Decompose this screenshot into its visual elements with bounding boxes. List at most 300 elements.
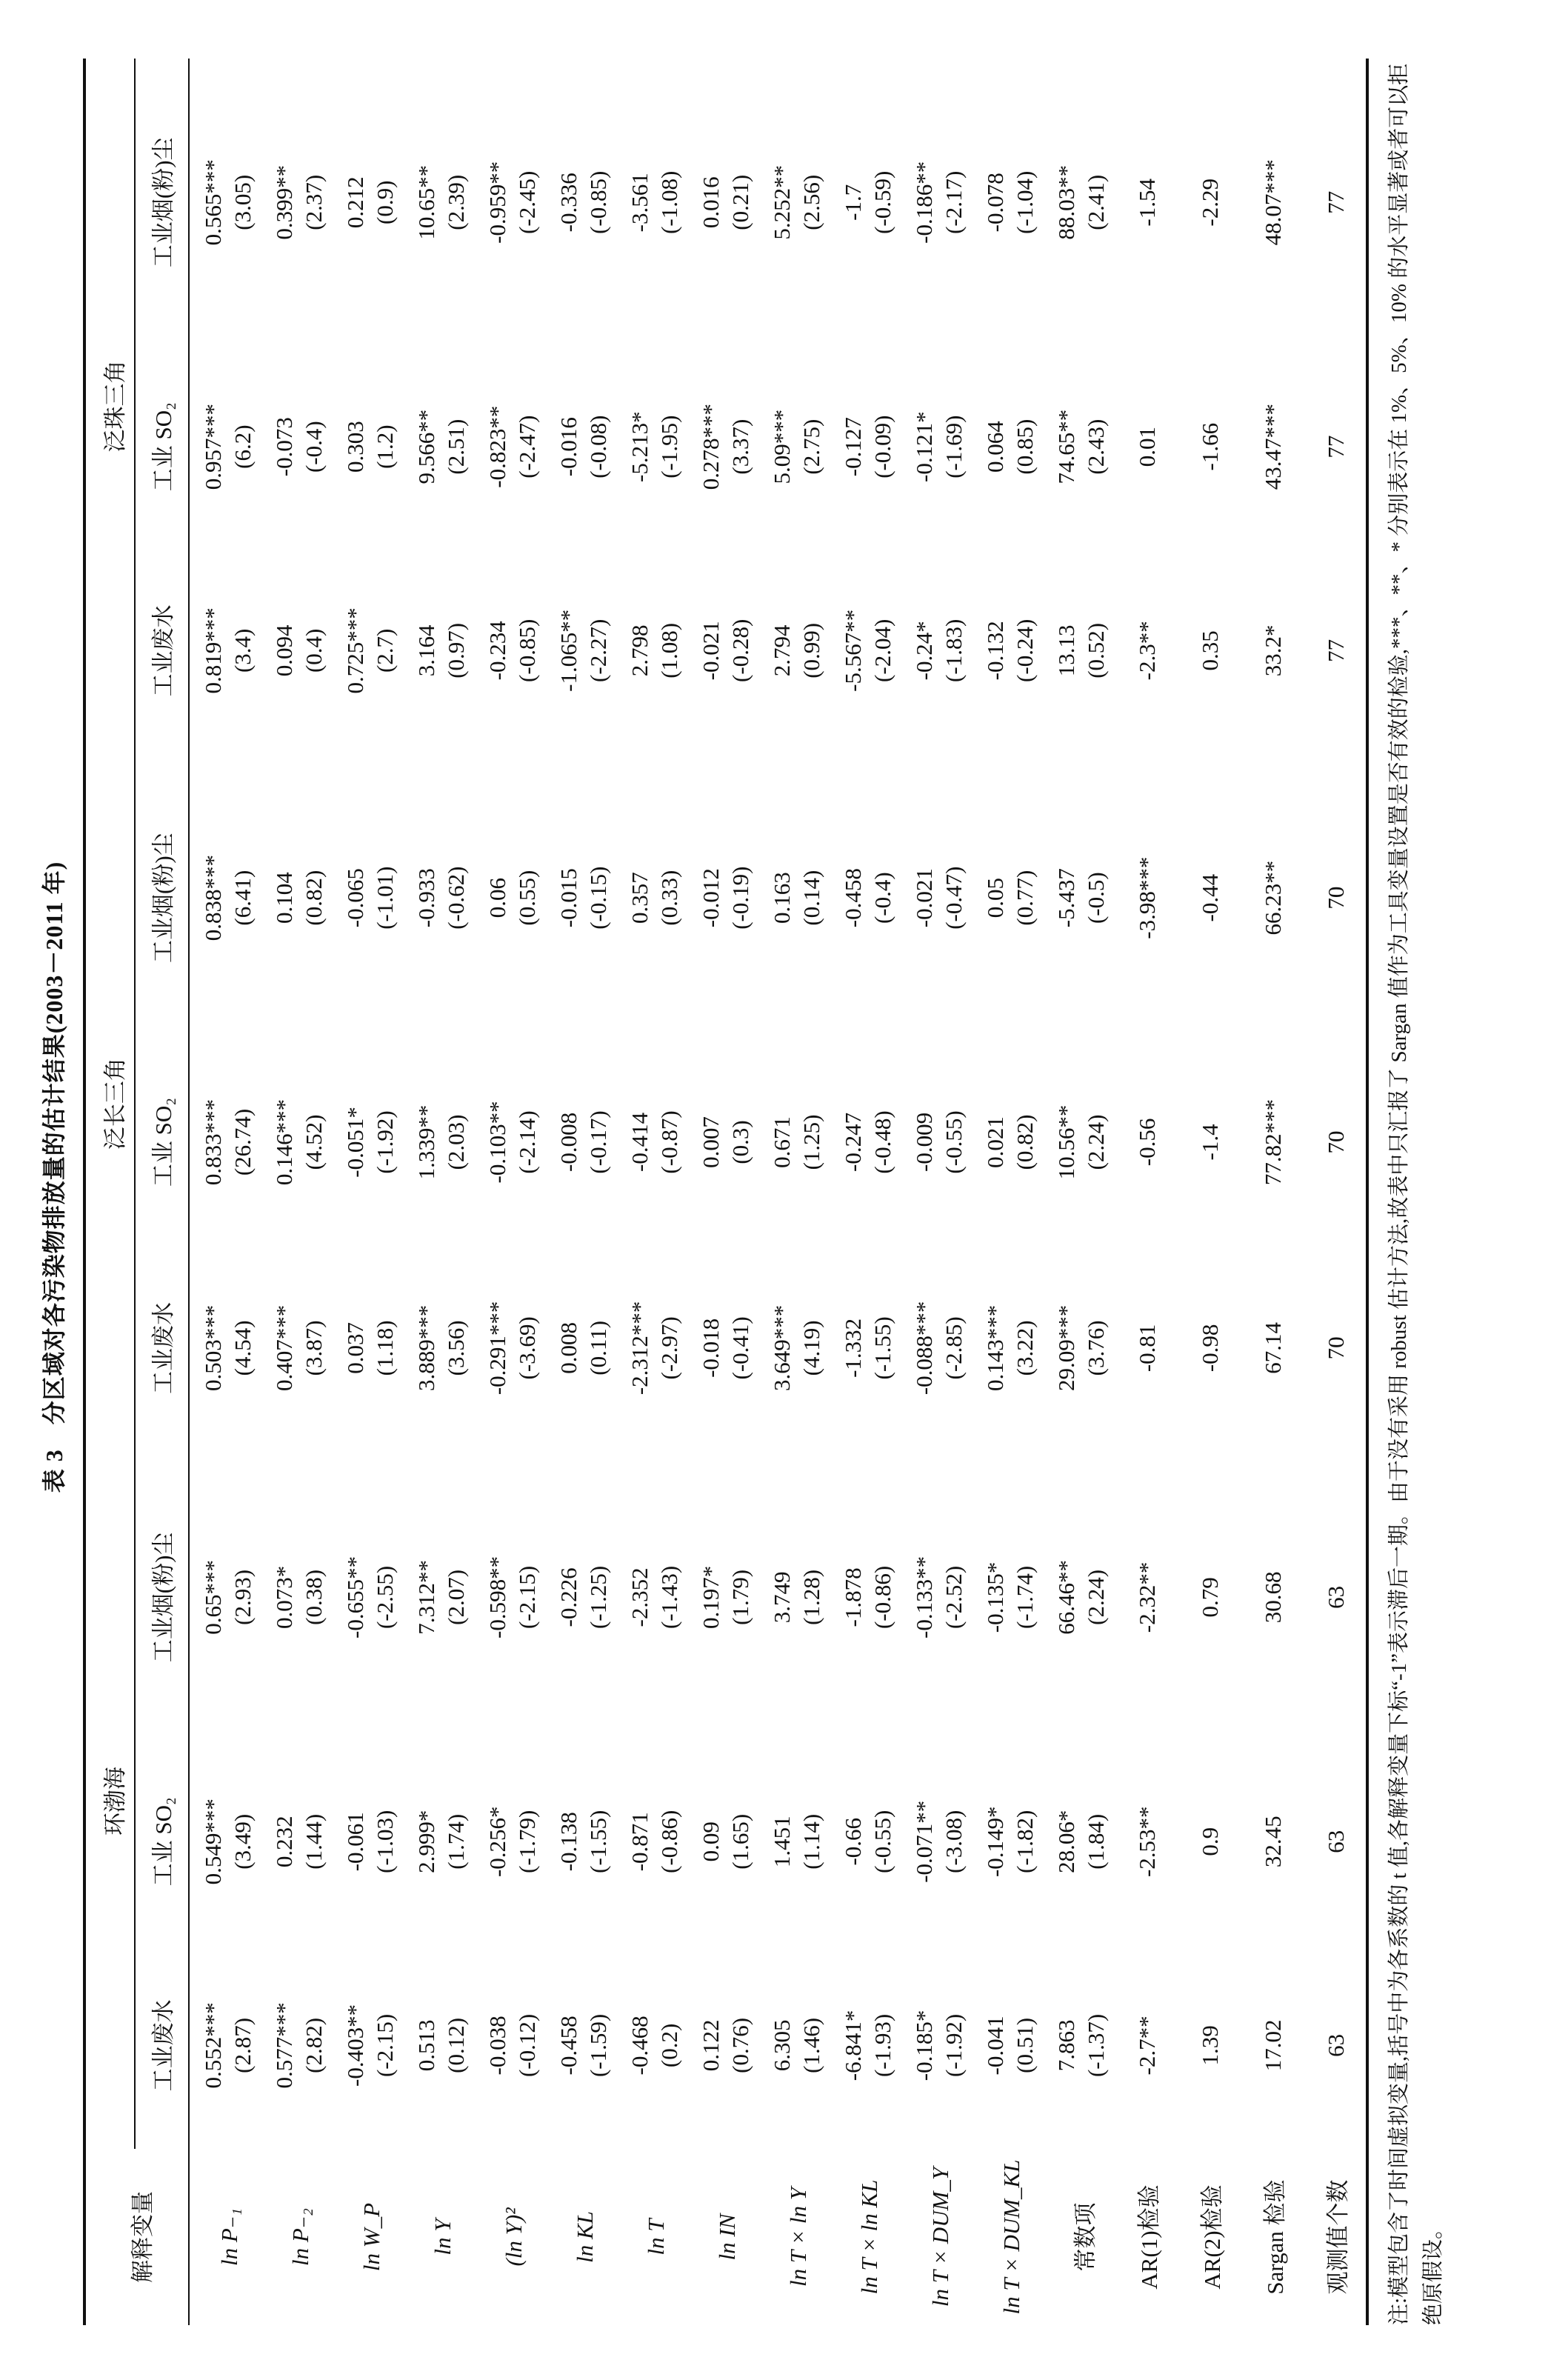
coefficient-cell: -0.071**: [911, 1800, 937, 1883]
t-value-cell: (2.75): [798, 419, 824, 475]
pollutant-header: 工业 SO₂: [135, 1741, 189, 1942]
table-row: [1114, 59, 1177, 2325]
statistic-cell: -0.98: [1196, 1324, 1223, 1373]
t-value-cell: (2.56): [798, 174, 824, 230]
coefficient-cell: 0.671: [769, 1116, 795, 1168]
coefficient-cell: -0.655**: [342, 1556, 368, 1638]
t-value-cell: (-2.15): [372, 2013, 398, 2078]
region-header-yangtze: 泛长三角: [84, 754, 135, 1453]
statistic-cell: 70: [1303, 754, 1367, 1041]
statistic-cell: 48.07***: [1259, 159, 1286, 246]
coefficient-cell: -0.24*: [911, 621, 937, 681]
coefficient-cell: 0.007: [698, 1116, 724, 1168]
coefficient-cell: 2.798: [627, 624, 653, 677]
coefficient-cell: 0.833***: [200, 1099, 226, 1186]
t-value-cell: (4.54): [230, 1320, 256, 1376]
coefficient-cell: -0.226: [556, 1567, 581, 1627]
statistic-cell: 32.45: [1259, 1816, 1286, 1868]
coefficient-cell: 0.06: [484, 878, 510, 919]
variable-label: ln P₋₂: [287, 2208, 313, 2266]
coefficient-cell: 0.407***: [271, 1304, 297, 1391]
coefficient-cell: 0.819***: [200, 607, 226, 694]
t-value-cell: (0.38): [301, 1569, 327, 1625]
coefficient-cell: -0.458: [840, 868, 866, 928]
t-value-cell: (-2.85): [941, 1316, 967, 1380]
statistic-cell: 70: [1303, 1041, 1367, 1242]
t-value-cell: (-2.15): [514, 1565, 540, 1630]
coefficient-cell: 29.09***: [1053, 1304, 1079, 1391]
table-row: [1010, 59, 1043, 2325]
statistic-cell: -0.81: [1133, 1324, 1160, 1373]
coefficient-cell: -2.352: [627, 1567, 653, 1627]
t-value-cell: (-1.93): [870, 2013, 895, 2078]
coefficient-cell: -0.185*: [911, 2010, 937, 2081]
statistic-cell: -1.54: [1133, 179, 1160, 227]
coefficient-cell: 0.122: [698, 2019, 724, 2072]
coefficient-cell: -5.567**: [840, 609, 866, 692]
statistic-label: AR(2)检验: [1199, 2184, 1225, 2290]
coefficient-cell: 0.163: [769, 872, 795, 924]
t-value-cell: (1.28): [798, 1569, 824, 1625]
t-value-cell: (-0.4): [870, 872, 895, 924]
statistic-cell: 0.01: [1133, 427, 1160, 467]
t-value-cell: (-1.69): [941, 415, 967, 479]
coefficient-cell: -0.66: [840, 1817, 866, 1866]
statistic-cell: -3.98***: [1133, 856, 1160, 939]
coefficient-cell: 88.03**: [1053, 164, 1079, 240]
coefficient-cell: -0.959**: [484, 161, 510, 244]
t-value-cell: (0.52): [1083, 622, 1109, 679]
t-value-cell: (-3.08): [941, 1810, 967, 1873]
table-page: [30, 29, 1451, 2325]
coefficient-cell: -0.336: [556, 173, 581, 233]
variable-label: ln W_P: [358, 2202, 384, 2272]
coefficient-cell: -0.135*: [982, 1561, 1008, 1633]
region-header-pearl: 泛珠三角: [84, 59, 135, 754]
estimation-table: [83, 59, 1369, 2325]
t-value-cell: (-1.01): [372, 866, 398, 930]
coefficient-cell: -0.127: [840, 417, 866, 477]
table-row: [441, 59, 474, 2325]
statistic-cell: 0.9: [1196, 1827, 1223, 1856]
coefficient-cell: -1.878: [840, 1567, 866, 1627]
coefficient-cell: -0.138: [556, 1812, 581, 1872]
coefficient-cell: 0.064: [982, 421, 1008, 473]
t-value-cell: (-0.86): [656, 1810, 682, 1873]
table-row: [616, 59, 655, 2325]
pollutant-header-row: [135, 59, 189, 2325]
coefficient-cell: 1.339**: [413, 1104, 439, 1180]
t-value-cell: (-2.14): [514, 1110, 540, 1174]
coefficient-cell: 0.549***: [200, 1798, 226, 1885]
variable-label: ln T × DUM_KL: [998, 2159, 1024, 2315]
variable-label: ln T × DUM_Y: [927, 2167, 953, 2307]
coefficient-cell: 0.104: [271, 872, 297, 924]
variable-label: (ln Y)²: [501, 2207, 527, 2267]
coefficient-cell: 0.008: [556, 1321, 581, 1374]
pollutant-header: 工业烟(粉)尘: [135, 1453, 189, 1741]
statistic-cell: 77: [1303, 59, 1367, 347]
variable-label: ln T × ln KL: [856, 2179, 882, 2295]
statistic-cell: 63: [1303, 1453, 1367, 1741]
coefficient-cell: 28.06*: [1053, 1810, 1079, 1873]
coefficient-cell: 0.65***: [200, 1560, 226, 1635]
coefficient-cell: -0.021: [698, 621, 724, 681]
t-value-cell: (-0.59): [870, 170, 895, 234]
t-value-cell: (-1.55): [870, 1316, 895, 1380]
table-row: [1303, 59, 1367, 2325]
t-value-cell: (3.4): [230, 628, 256, 673]
coefficient-cell: 0.143***: [982, 1304, 1008, 1391]
t-value-cell: (-2.47): [514, 415, 540, 479]
t-value-cell: (-0.55): [870, 1810, 895, 1873]
statistic-cell: 66.23**: [1259, 860, 1286, 936]
t-value-cell: (-0.87): [656, 1110, 682, 1174]
coefficient-cell: -0.256*: [484, 1806, 510, 1878]
statistic-cell: 0.79: [1196, 1577, 1223, 1618]
coefficient-cell: 0.725***: [342, 607, 368, 694]
coefficient-cell: 6.305: [769, 2019, 795, 2072]
t-value-cell: (-0.47): [941, 866, 967, 930]
coefficient-cell: 5.09***: [769, 409, 795, 484]
t-value-cell: (1.18): [372, 1320, 398, 1376]
t-value-cell: (3.37): [727, 419, 753, 475]
table-row: [299, 59, 332, 2325]
variable-label: ln KL: [572, 2211, 598, 2263]
coefficient-cell: 13.13: [1053, 624, 1079, 677]
t-value-cell: (-1.08): [656, 170, 682, 234]
coefficient-cell: -0.009: [911, 1112, 937, 1172]
table-row: [901, 59, 939, 2325]
coefficient-cell: 0.09: [698, 1821, 724, 1862]
coefficient-cell: 0.565***: [200, 159, 226, 246]
coefficient-cell: 0.016: [698, 176, 724, 229]
t-value-cell: (1.08): [656, 622, 682, 679]
coefficient-cell: -0.468: [627, 2016, 653, 2076]
table-row: [189, 59, 228, 2325]
coefficient-cell: 0.957***: [200, 404, 226, 490]
coefficient-cell: 0.073*: [271, 1565, 297, 1630]
t-value-cell: (-0.62): [443, 866, 469, 930]
t-value-cell: (0.4): [301, 628, 327, 673]
t-value-cell: (-1.59): [585, 2013, 611, 2078]
t-value-cell: (2.87): [230, 2017, 256, 2073]
t-value-cell: (-0.55): [941, 1110, 967, 1174]
variable-label: ln T × ln Y: [785, 2187, 811, 2287]
coefficient-cell: -1.065**: [556, 609, 581, 692]
t-value-cell: (4.52): [301, 1114, 327, 1170]
coefficient-cell: -0.073: [271, 417, 297, 477]
t-value-cell: (1.46): [798, 2017, 824, 2073]
coefficient-cell: -0.598**: [484, 1556, 510, 1638]
table-title: 表 3 分区域对各污染物排放量的估计结果(2003－2011 年): [41, 861, 67, 1493]
region-header-row: [84, 59, 135, 2325]
coefficient-cell: -1.7: [840, 184, 866, 221]
coefficient-cell: 0.357: [627, 872, 653, 924]
coefficient-cell: 0.232: [271, 1816, 297, 1868]
table-row: [545, 59, 584, 2325]
t-value-cell: (-2.45): [514, 170, 540, 234]
t-value-cell: (2.37): [301, 174, 327, 230]
coefficient-cell: 74.65**: [1053, 409, 1079, 484]
t-value-cell: (-2.55): [372, 1565, 398, 1630]
coefficient-cell: -0.065: [342, 868, 368, 928]
coefficient-cell: 0.513: [413, 2019, 439, 2072]
statistic-cell: 30.68: [1259, 1571, 1286, 1624]
variable-label: ln IN: [714, 2213, 740, 2261]
t-value-cell: (1.44): [301, 1813, 327, 1870]
t-value-cell: (3.76): [1083, 1320, 1109, 1376]
coefficient-cell: -0.041: [982, 2016, 1008, 2076]
table-row: [797, 59, 830, 2325]
t-value-cell: (-1.03): [372, 1810, 398, 1873]
t-value-cell: (3.56): [443, 1320, 469, 1376]
statistic-cell: 63: [1303, 1741, 1367, 1942]
coefficient-cell: 0.503***: [200, 1304, 226, 1391]
coefficient-cell: -0.133**: [911, 1556, 937, 1638]
coefficient-cell: 0.838***: [200, 855, 226, 941]
pollutant-header: 工业 SO₂: [135, 1041, 189, 1242]
t-value-cell: (0.3): [727, 1120, 753, 1164]
t-value-cell: (4.19): [798, 1320, 824, 1376]
coefficient-cell: -0.403**: [342, 2004, 368, 2087]
t-value-cell: (-1.04): [1012, 170, 1038, 234]
table-row: [726, 59, 758, 2325]
t-value-cell: (-0.5): [1083, 872, 1109, 924]
statistic-cell: -2.32**: [1133, 1561, 1160, 1633]
t-value-cell: (3.87): [301, 1320, 327, 1376]
t-value-cell: (0.99): [798, 622, 824, 679]
t-value-cell: (1.65): [727, 1813, 753, 1870]
statistic-cell: 70: [1303, 1243, 1367, 1454]
t-value-cell: (2.7): [372, 628, 398, 673]
t-value-cell: (0.51): [1012, 2017, 1038, 2073]
t-value-cell: (-0.86): [870, 1565, 895, 1630]
t-value-cell: (2.82): [301, 2017, 327, 2073]
variable-column-header: 解释变量: [84, 2149, 189, 2325]
t-value-cell: (1.2): [372, 424, 398, 469]
coefficient-cell: 10.56**: [1053, 1104, 1079, 1180]
statistic-cell: 77: [1303, 347, 1367, 547]
coefficient-cell: -0.078: [982, 173, 1008, 233]
statistic-cell: -1.4: [1196, 1124, 1223, 1161]
t-value-cell: (-2.04): [870, 619, 895, 682]
coefficient-cell: -0.291***: [484, 1301, 510, 1396]
coefficient-cell: 0.577***: [271, 2002, 297, 2089]
t-value-cell: (-1.92): [372, 1110, 398, 1174]
t-value-cell: (0.82): [1012, 1114, 1038, 1170]
t-value-cell: (2.07): [443, 1569, 469, 1625]
coefficient-cell: -0.823**: [484, 405, 510, 488]
t-value-cell: (0.14): [798, 870, 824, 926]
pollutant-header: 工业 SO₂: [135, 347, 189, 547]
t-value-cell: (0.12): [443, 2017, 469, 2073]
t-value-cell: (-1.74): [1012, 1565, 1038, 1630]
t-value-cell: (-0.19): [727, 866, 753, 930]
t-value-cell: (2.41): [1083, 174, 1109, 230]
coefficient-cell: -0.015: [556, 868, 581, 928]
t-value-cell: (-1.92): [941, 2013, 967, 2078]
coefficient-cell: 0.399**: [271, 164, 297, 240]
table-row: [1081, 59, 1114, 2325]
statistic-cell: -2.29: [1196, 179, 1223, 227]
pollutant-header: 工业烟(粉)尘: [135, 754, 189, 1041]
t-value-cell: (-1.43): [656, 1565, 682, 1630]
t-value-cell: (0.55): [514, 870, 540, 926]
t-value-cell: (-0.17): [585, 1110, 611, 1174]
coefficient-cell: -0.018: [698, 1318, 724, 1378]
statistic-cell: -2.3**: [1133, 621, 1160, 681]
statistic-cell: 77.82***: [1259, 1099, 1286, 1186]
coefficient-cell: -0.021: [911, 868, 937, 928]
t-value-cell: (-3.69): [514, 1316, 540, 1380]
t-value-cell: (2.24): [1083, 1569, 1109, 1625]
coefficient-cell: -0.038: [484, 2016, 510, 2076]
t-value-cell: (1.14): [798, 1813, 824, 1870]
t-value-cell: (0.76): [727, 2017, 753, 2073]
t-value-cell: (-1.25): [585, 1565, 611, 1630]
t-value-cell: (-0.85): [514, 619, 540, 682]
coefficient-cell: 0.037: [342, 1321, 368, 1374]
statistic-cell: -2.53**: [1133, 1806, 1160, 1878]
coefficient-cell: -0.186**: [911, 161, 937, 244]
coefficient-cell: 0.05: [982, 878, 1008, 919]
t-value-cell: (6.2): [230, 424, 256, 469]
statistic-cell: -2.7**: [1133, 2016, 1160, 2076]
t-value-cell: (0.11): [585, 1320, 611, 1376]
coefficient-cell: -0.234: [484, 621, 510, 681]
statistic-label: 观测值个数: [1303, 2149, 1367, 2325]
t-value-cell: (-0.08): [585, 415, 611, 479]
coefficient-cell: -6.841*: [840, 2010, 866, 2081]
t-value-cell: (1.79): [727, 1569, 753, 1625]
t-value-cell: (-1.37): [1083, 2013, 1109, 2078]
variable-label: 常数项: [1072, 2202, 1098, 2272]
coefficient-cell: -0.008: [556, 1112, 581, 1172]
coefficient-cell: 0.197*: [698, 1565, 724, 1630]
statistic-cell: 77: [1303, 547, 1367, 754]
t-value-cell: (1.25): [798, 1114, 824, 1170]
t-value-cell: (0.85): [1012, 419, 1038, 475]
t-value-cell: (-1.79): [514, 1810, 540, 1873]
coefficient-cell: 9.566**: [413, 409, 439, 484]
coefficient-cell: -0.121*: [911, 411, 937, 482]
table-body: [189, 59, 1367, 2325]
table-row: [403, 59, 441, 2325]
t-value-cell: (-1.95): [656, 415, 682, 479]
statistic-label: AR(1)检验: [1136, 2184, 1162, 2290]
t-value-cell: (-0.12): [514, 2013, 540, 2078]
statistic-cell: 17.02: [1259, 2019, 1286, 2072]
t-value-cell: (-0.41): [727, 1316, 753, 1380]
coefficient-cell: -0.414: [627, 1112, 653, 1172]
t-value-cell: (-0.48): [870, 1110, 895, 1174]
table-row: [687, 59, 726, 2325]
t-value-cell: (-2.52): [941, 1565, 967, 1630]
coefficient-cell: -1.332: [840, 1318, 866, 1378]
variable-label: ln T: [643, 2218, 669, 2256]
statistic-cell: 43.47***: [1259, 404, 1286, 490]
coefficient-cell: 0.303: [342, 421, 368, 473]
table-row: [1043, 59, 1081, 2325]
statistic-cell: 33.2*: [1259, 624, 1286, 677]
t-value-cell: (0.97): [443, 622, 469, 679]
coefficient-cell: 3.164: [413, 624, 439, 677]
table-row: [972, 59, 1010, 2325]
coefficient-cell: 0.146***: [271, 1099, 297, 1186]
t-value-cell: (-2.17): [941, 170, 967, 234]
t-value-cell: (-0.85): [585, 170, 611, 234]
t-value-cell: (26.74): [230, 1108, 256, 1176]
coefficient-cell: 0.552***: [200, 2002, 226, 2089]
statistic-cell: -0.56: [1133, 1118, 1160, 1167]
t-value-cell: (3.22): [1012, 1320, 1038, 1376]
statistic-cell: 63: [1303, 1942, 1367, 2149]
t-value-cell: (0.82): [301, 870, 327, 926]
t-value-cell: (-0.09): [870, 415, 895, 479]
table-row: [584, 59, 616, 2325]
region-header-bohai: 环渤海: [84, 1453, 135, 2149]
table-row: [939, 59, 972, 2325]
table-row: [1240, 59, 1303, 2325]
pollutant-header: 工业废水: [135, 1243, 189, 1454]
t-value-cell: (1.84): [1083, 1813, 1109, 1870]
pollutant-header: 工业废水: [135, 547, 189, 754]
table-row: [261, 59, 299, 2325]
t-value-cell: (-0.15): [585, 866, 611, 930]
table-row: [758, 59, 797, 2325]
t-value-cell: (2.93): [230, 1569, 256, 1625]
coefficient-cell: 7.863: [1053, 2019, 1079, 2072]
coefficient-cell: -0.933: [413, 868, 439, 928]
t-value-cell: (0.9): [372, 180, 398, 224]
coefficient-cell: 1.451: [769, 1816, 795, 1868]
t-value-cell: (-1.83): [941, 619, 967, 682]
coefficient-cell: -0.458: [556, 2016, 581, 2076]
t-value-cell: (-1.82): [1012, 1810, 1038, 1873]
coefficient-cell: -5.213*: [627, 411, 653, 482]
coefficient-cell: -0.016: [556, 417, 581, 477]
pollutant-header: 工业废水: [135, 1942, 189, 2149]
coefficient-cell: 0.212: [342, 176, 368, 229]
coefficient-cell: 3.749: [769, 1571, 795, 1624]
coefficient-cell: -0.871: [627, 1812, 653, 1872]
t-value-cell: (-2.27): [585, 619, 611, 682]
t-value-cell: (2.43): [1083, 419, 1109, 475]
t-value-cell: (0.21): [727, 174, 753, 230]
table-row: [228, 59, 261, 2325]
coefficient-cell: 2.794: [769, 624, 795, 677]
coefficient-cell: -0.132: [982, 621, 1008, 681]
variable-label: ln P₋₁: [216, 2208, 242, 2266]
coefficient-cell: 0.278***: [698, 404, 724, 490]
statistic-cell: 67.14: [1259, 1321, 1286, 1374]
t-value-cell: (2.03): [443, 1114, 469, 1170]
coefficient-cell: 10.65**: [413, 164, 439, 240]
coefficient-cell: -0.012: [698, 868, 724, 928]
t-value-cell: (-0.4): [301, 421, 327, 473]
coefficient-cell: 5.252**: [769, 164, 795, 240]
table-row: [332, 59, 370, 2325]
pollutant-header: 工业烟(粉)尘: [135, 59, 189, 347]
t-value-cell: (1.74): [443, 1813, 469, 1870]
table-row: [474, 59, 513, 2325]
coefficient-cell: 66.46**: [1053, 1560, 1079, 1635]
coefficient-cell: 3.889***: [413, 1304, 439, 1391]
t-value-cell: (-0.28): [727, 619, 753, 682]
coefficient-cell: 7.312**: [413, 1560, 439, 1635]
t-value-cell: (0.77): [1012, 870, 1038, 926]
